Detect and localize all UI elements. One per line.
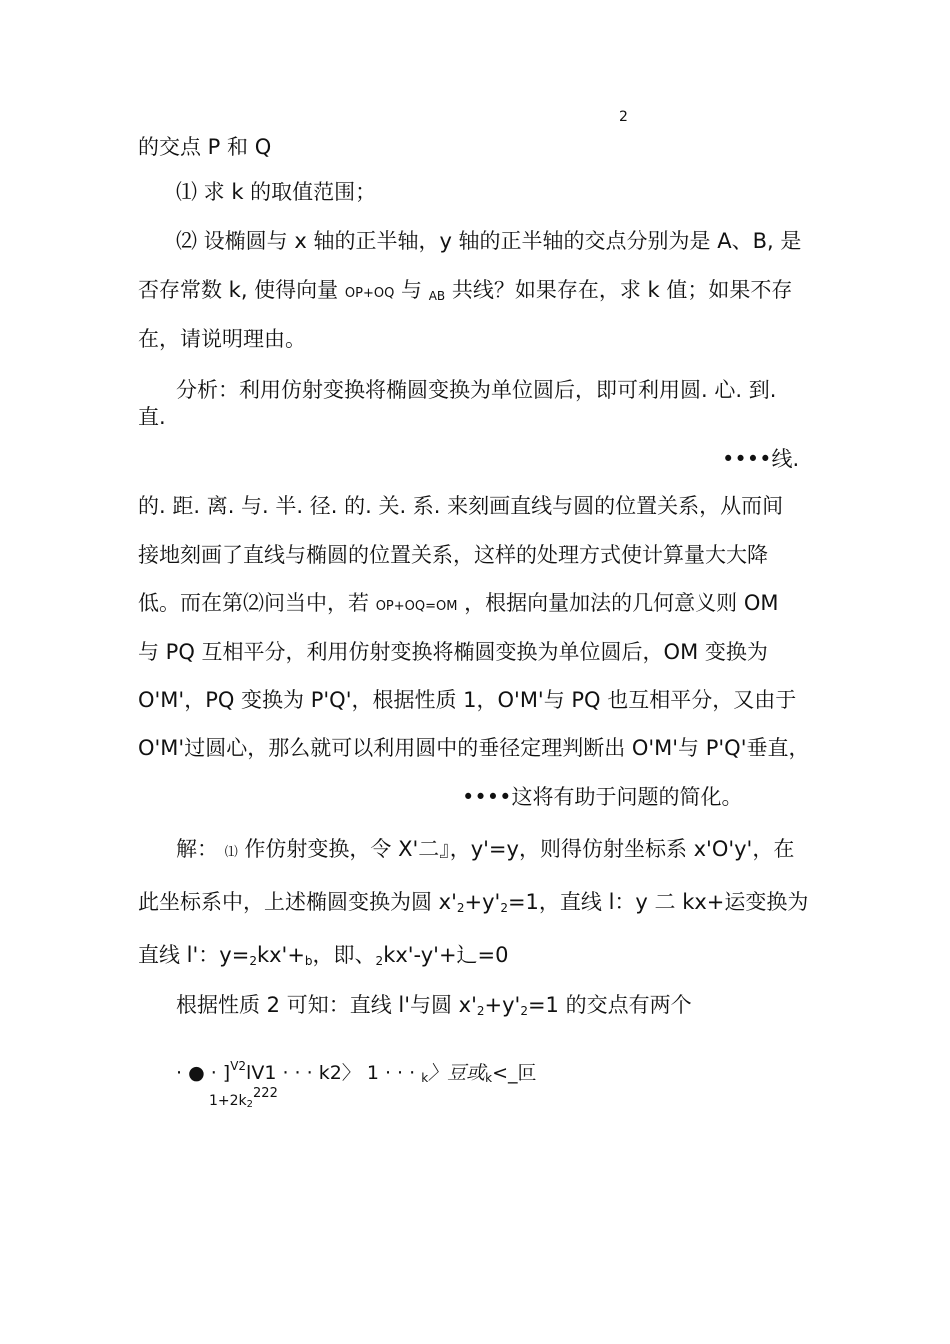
text-seg: =1，直线 l：y 二 kx+运变换为 <box>507 890 809 914</box>
formula-bracket: ] <box>222 1062 231 1084</box>
text-seg: kx'+ <box>256 943 305 967</box>
text-line-16 <box>176 835 794 867</box>
text-line-2: ⑴ 求 k 的取值范围； <box>176 180 377 204</box>
sup: V2 <box>230 1059 247 1073</box>
text-line-13: O'M'，PQ 变换为 P'Q'，根据性质 1，O'M'与 PQ 也互相平分，又由于 <box>138 688 797 712</box>
text-seg: 〉豆或 <box>428 1062 486 1084</box>
text-line-7: 直. <box>138 405 166 429</box>
sub: 2 <box>500 901 508 915</box>
vector-expr: OP+OQ <box>344 286 395 301</box>
text-line-10: 接地刻画了直线与椭圆的位置关系，这样的处理方式使计算量大大降 <box>138 543 768 567</box>
dots: · ● · <box>176 1062 223 1084</box>
sub: 2 <box>520 1004 528 1018</box>
text-seg: 直线 l'：y= <box>138 943 250 967</box>
text-seg: +y' <box>464 890 501 914</box>
text-line-6: 分析：利用仿射变换将椭圆变换为单位圆后，即可利用圆. 心. 到. <box>176 378 777 402</box>
text-line-3: ⑵ 设椭圆与 x 轴的正半轴，y 轴的正半轴的交点分别为是 A、B, 是 <box>176 229 802 253</box>
text-seg: 共线？如果存在，求 k 值；如果不存 <box>451 278 793 302</box>
text-seg: 解： <box>176 837 218 861</box>
vector-ab: AB <box>428 289 446 303</box>
text-seg: 低。而在第⑵问当中，若 <box>138 591 369 615</box>
page-number: 2 <box>619 109 628 125</box>
sub: 2 <box>249 954 257 968</box>
sub: 2 <box>375 954 384 968</box>
text-line-14: O'M'过圆心，那么就可以利用圆中的垂径定理判断出 O'M'与 P'Q'垂直， <box>138 736 810 760</box>
text-seg: 否存常数 k, 使得向量 <box>138 278 339 302</box>
vector-expr: OP+OQ=OM <box>375 599 458 614</box>
text-seg: ⑴ <box>224 845 238 860</box>
text-line-11 <box>138 589 778 621</box>
text-line-4 <box>138 276 792 310</box>
text-seg: <_叵 <box>492 1062 537 1084</box>
text-line-17 <box>138 888 808 922</box>
text-seg: 与 <box>401 278 422 302</box>
text-seg: kx'-y'+辶=0 <box>383 943 509 967</box>
text-seg: 根据性质 2 可知：直线 l'与圆 x' <box>176 993 477 1017</box>
text-line-9: 的. 距. 离. 与. 半. 径. 的. 关. 系. 来刻画直线与圆的位置关系，从而间 <box>138 494 784 518</box>
text-seg: ，即、 <box>312 943 376 967</box>
text-line-5: 在，请说明理由。 <box>138 327 306 351</box>
sub: b <box>304 954 313 968</box>
sup: 222 <box>253 1086 278 1101</box>
sub: 2 <box>456 901 465 915</box>
text-line-19 <box>176 991 692 1025</box>
text-seg: lV1 · · · k2〉 1 · · · <box>246 1062 422 1084</box>
text-seg: 此坐标系中，上述椭圆变换为圆 x' <box>138 890 457 914</box>
text-seg: +y' <box>484 993 521 1017</box>
text-line-15: ••••这将有助于问题的简化。 <box>462 785 743 809</box>
text-seg: 作仿射变换，令 X'二』，y'=y，则得仿射坐标系 x'O'y'，在 <box>244 837 795 861</box>
text-line-8: ••••线. <box>722 447 800 471</box>
sub: k <box>485 1071 493 1085</box>
text-seg: 1+2k <box>209 1093 247 1109</box>
formula-denominator <box>209 1084 278 1115</box>
sub: 2 <box>246 1099 254 1110</box>
text-line-18 <box>138 941 509 975</box>
sub: k <box>421 1071 429 1085</box>
text-seg: =1 的交点有两个 <box>527 993 692 1017</box>
text-line-12: 与 PQ 互相平分，利用仿射变换将椭圆变换为单位圆后，OM 变换为 <box>138 640 768 664</box>
text-line-1: 的交点 P 和 Q <box>138 135 272 159</box>
text-seg: ，根据向量加法的几何意义则 OM <box>464 591 779 615</box>
sub: 2 <box>476 1004 485 1018</box>
